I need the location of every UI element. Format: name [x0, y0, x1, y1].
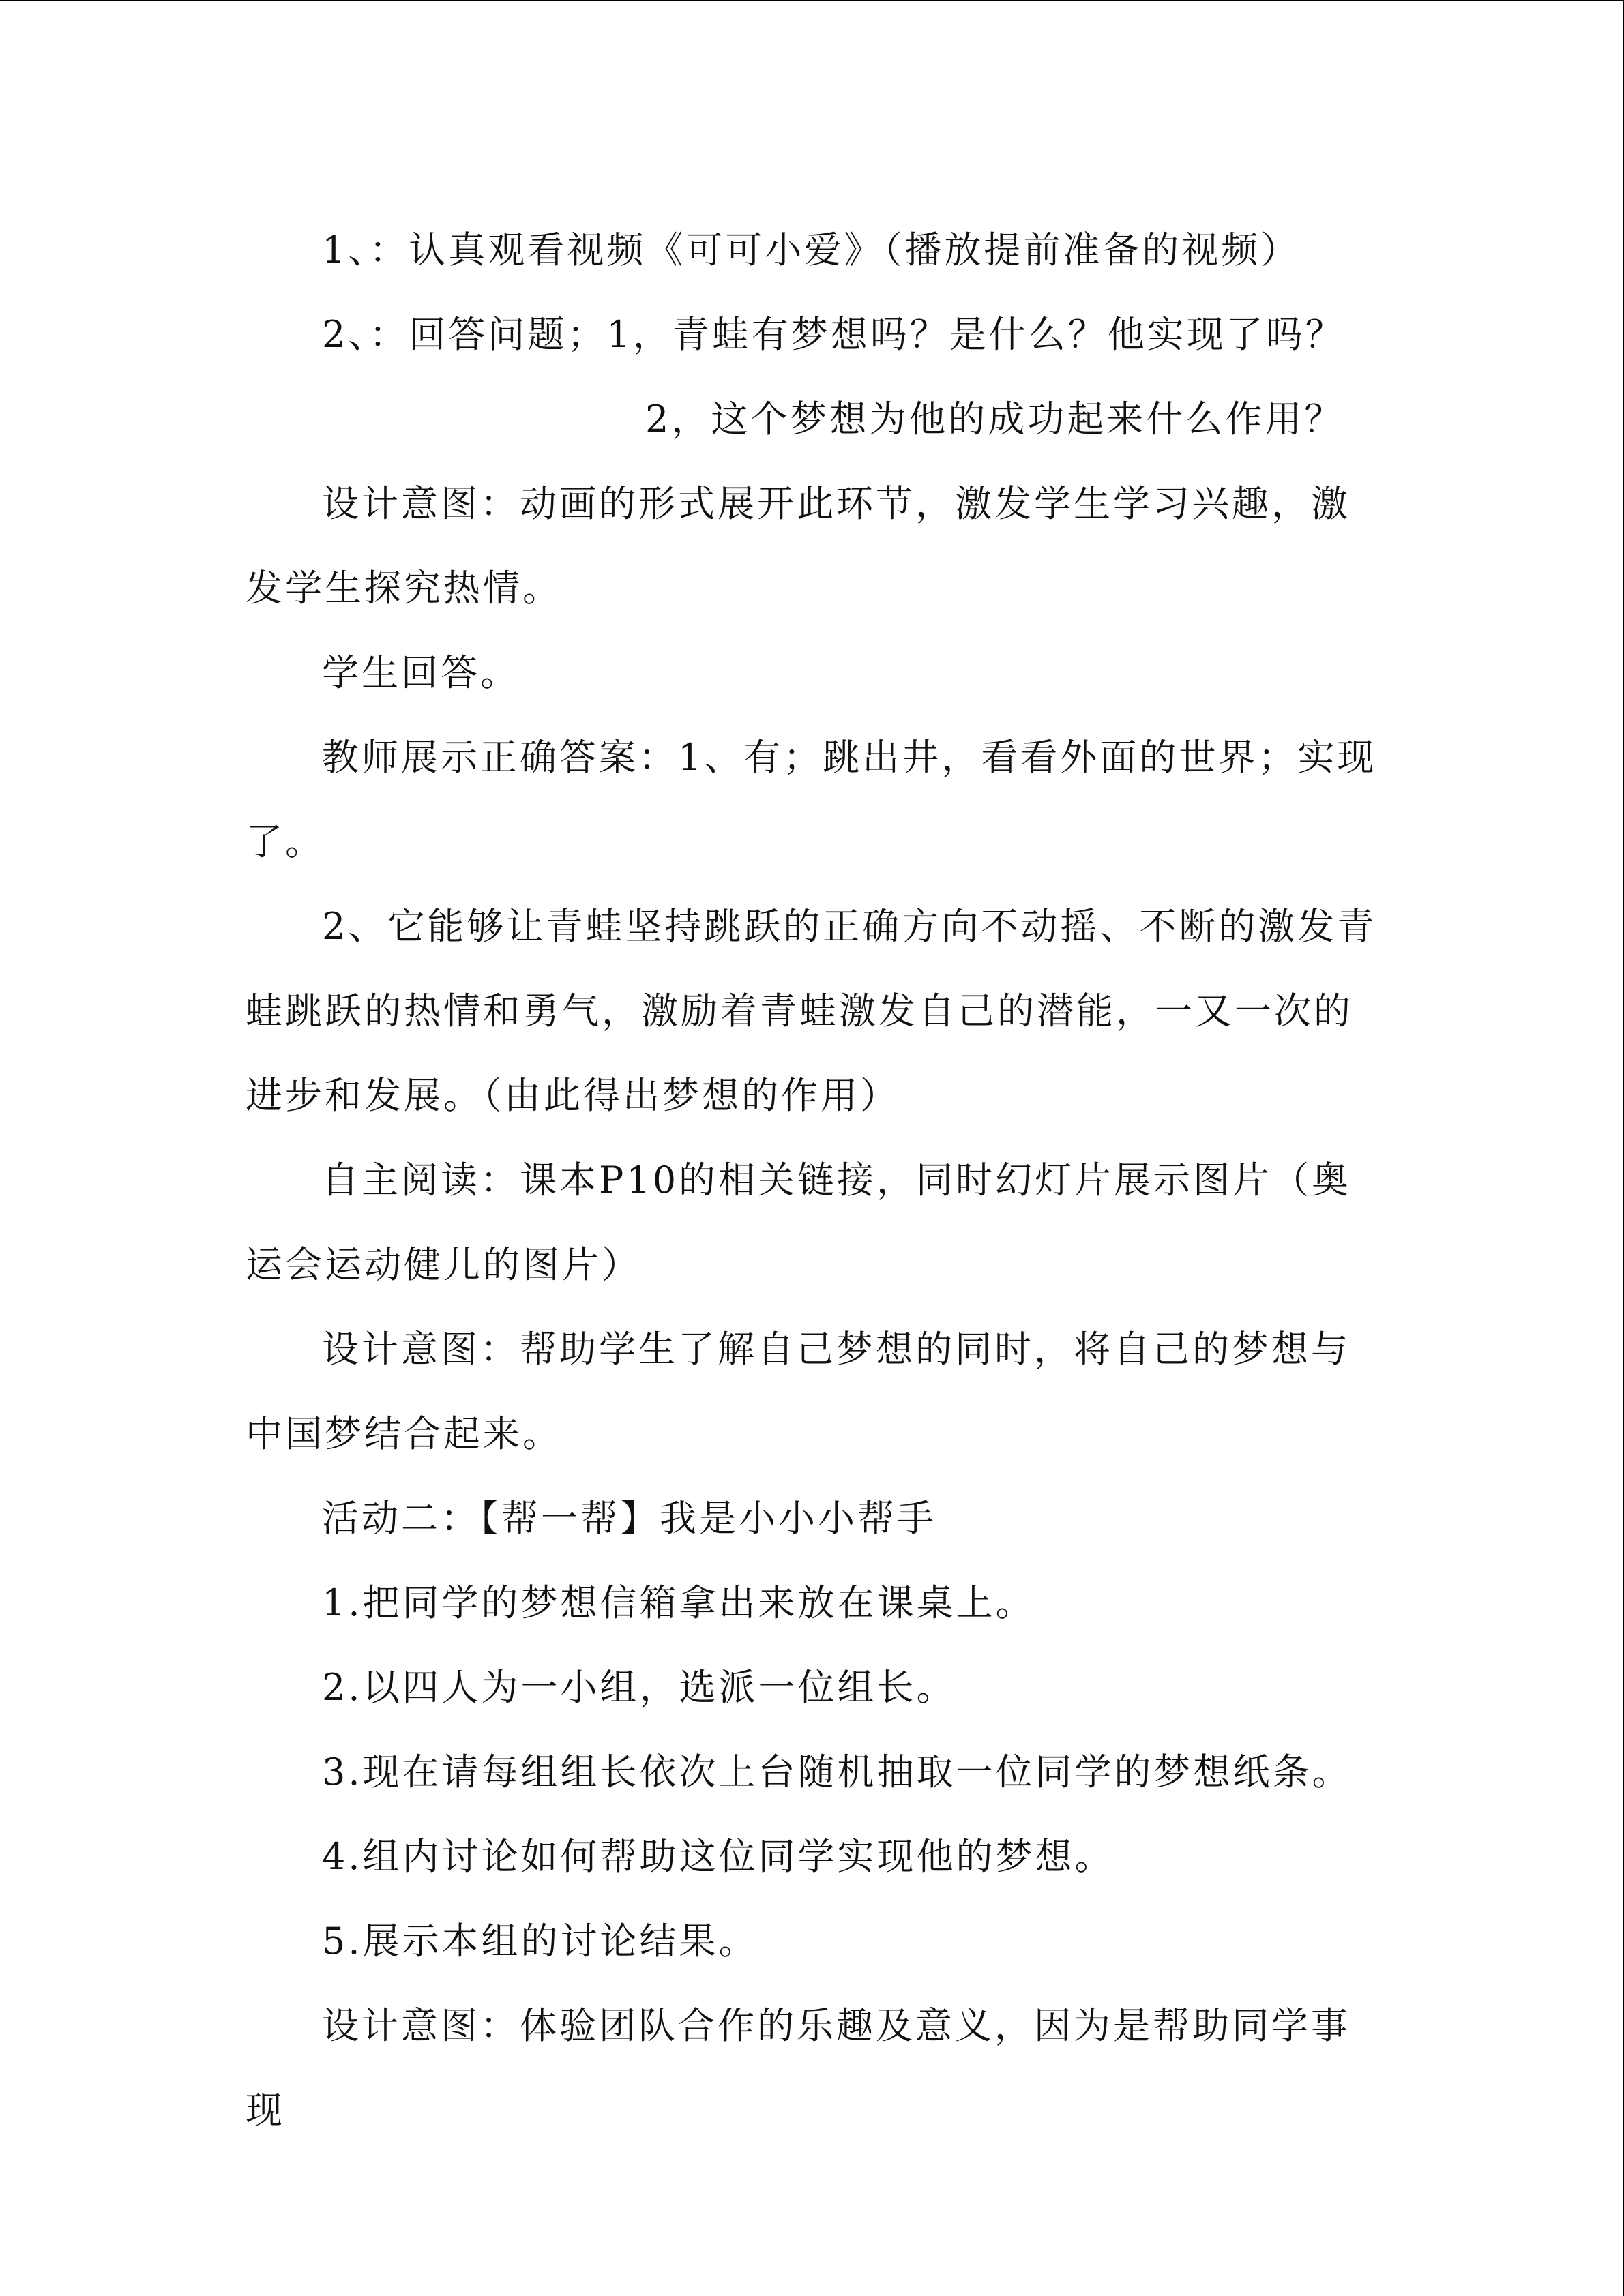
- paragraph-step-2: 2.以四人为一小组，选派一位组长。: [322, 1666, 956, 1709]
- document-body: [246, 208, 1378, 2153]
- paragraph-step-1: 1.把同学的梦想信箱拿出来放在课桌上。: [322, 1581, 1035, 1624]
- paragraph-student-answer: 学生回答。: [322, 651, 520, 694]
- paragraph-answer-2: 2、它能够让青蛙坚持跳跃的正确方向不动摇、不断的激发青蛙跳跃的热情和勇气，激励着青蛙激发自己的潜能，一又一次的进步和发展。（由此得出梦想的作用）: [246, 905, 1377, 1117]
- paragraph-activity-two: 活动二：【帮一帮】我是小小小帮手: [322, 1497, 936, 1540]
- paragraph-question-2: 2，这个梦想为他的成功起来什么作用？: [645, 398, 1344, 441]
- paragraph-design-intent-3: 设计意图：体验团队合作的乐趣及意义，因为是帮助同学事现: [246, 2004, 1350, 2132]
- paragraph-step-4: 4.组内讨论如何帮助这位同学实现他的梦想。: [322, 1835, 1114, 1878]
- paragraph-question: 2、：回答问题；1，青蛙有梦想吗？是什么？他实现了吗？: [322, 313, 1345, 356]
- paragraph-step-5: 5.展示本组的讨论结果。: [322, 1920, 758, 1963]
- paragraph-teacher-answer: 教师展示正确答案：1、有；跳出井，看看外面的世界；实现了。: [246, 736, 1377, 863]
- paragraph-design-intent-2: 设计意图：帮助学生了解自己梦想的同时，将自己的梦想与中国梦结合起来。: [246, 1328, 1350, 1455]
- paragraph-design-intent-1: 设计意图：动画的形式展开此环节，激发学生学习兴趣，激发学生探究热情。: [246, 482, 1350, 610]
- paragraph-video: 1、：认真观看视频《可可小爱》（播放提前准备的视频）: [322, 228, 1301, 271]
- paragraph-self-reading: 自主阅读：课本P10的相关链接，同时幻灯片展示图片（奥运会运动健儿的图片）: [246, 1159, 1352, 1286]
- paragraph-step-3: 3.现在请每组组长依次上台随机抽取一位同学的梦想纸条。: [322, 1750, 1352, 1793]
